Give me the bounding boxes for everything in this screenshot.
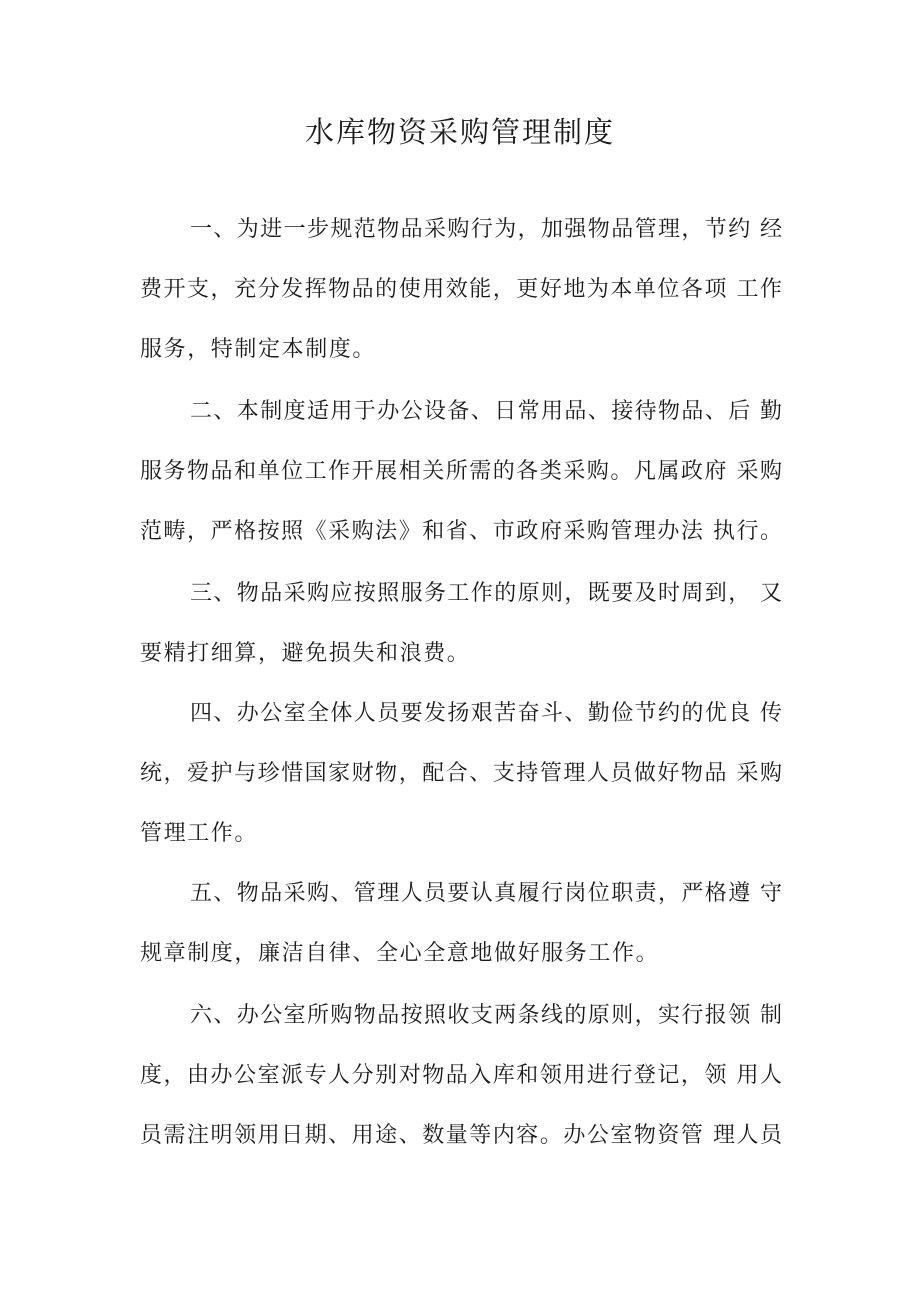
text-line: 三、物品采购应按照服务工作的原则，既要及时周到， 又 — [190, 581, 782, 606]
text-line: 规章制度，廉洁自律、全心全意地做好服务工作。 — [140, 941, 660, 966]
text-line: 六、办公室所购物品按照收支两条线的原则，实行报领 制 — [190, 1003, 782, 1028]
text-line: 要精打细算，避免损失和浪费。 — [140, 641, 471, 666]
text-line: 费开支，充分发挥物品的使用效能，更好地为本单位各项 工作 — [140, 277, 782, 302]
text-line: 服务，特制定本制度。 — [140, 337, 377, 362]
text-line: 统，爱护与珍惜国家财物，配合、支持管理人员做好物品 采购 — [140, 761, 782, 786]
text-line: 度，由办公室派专人分别对物品入库和领用进行登记，领 用人 — [140, 1063, 782, 1088]
text-line: 四、办公室全体人员要发扬艰苦奋斗、勤俭节约的优良 传 — [190, 701, 782, 726]
text-line: 五、物品采购、管理人员要认真履行岗位职责，严格遵 守 — [190, 881, 782, 906]
document-title: 水库物资采购管理制度 — [304, 115, 615, 149]
text-line: 范畴，严格按照《采购法》和省、市政府采购管理办法 执行。 — [140, 519, 782, 544]
text-line: 二、本制度适用于办公设备、日常用品、接待物品、后 勤 — [190, 399, 782, 424]
text-line: 服务物品和单位工作开展相关所需的各类采购。凡属政府 采购 — [140, 459, 782, 484]
text-line: 员需注明领用日期、用途、数量等内容。办公室物资管 理人员 — [140, 1123, 782, 1148]
text-line: 管理工作。 — [140, 821, 259, 846]
text-line: 一、为进一步规范物品采购行为，加强物品管理，节约 经 — [190, 217, 782, 242]
